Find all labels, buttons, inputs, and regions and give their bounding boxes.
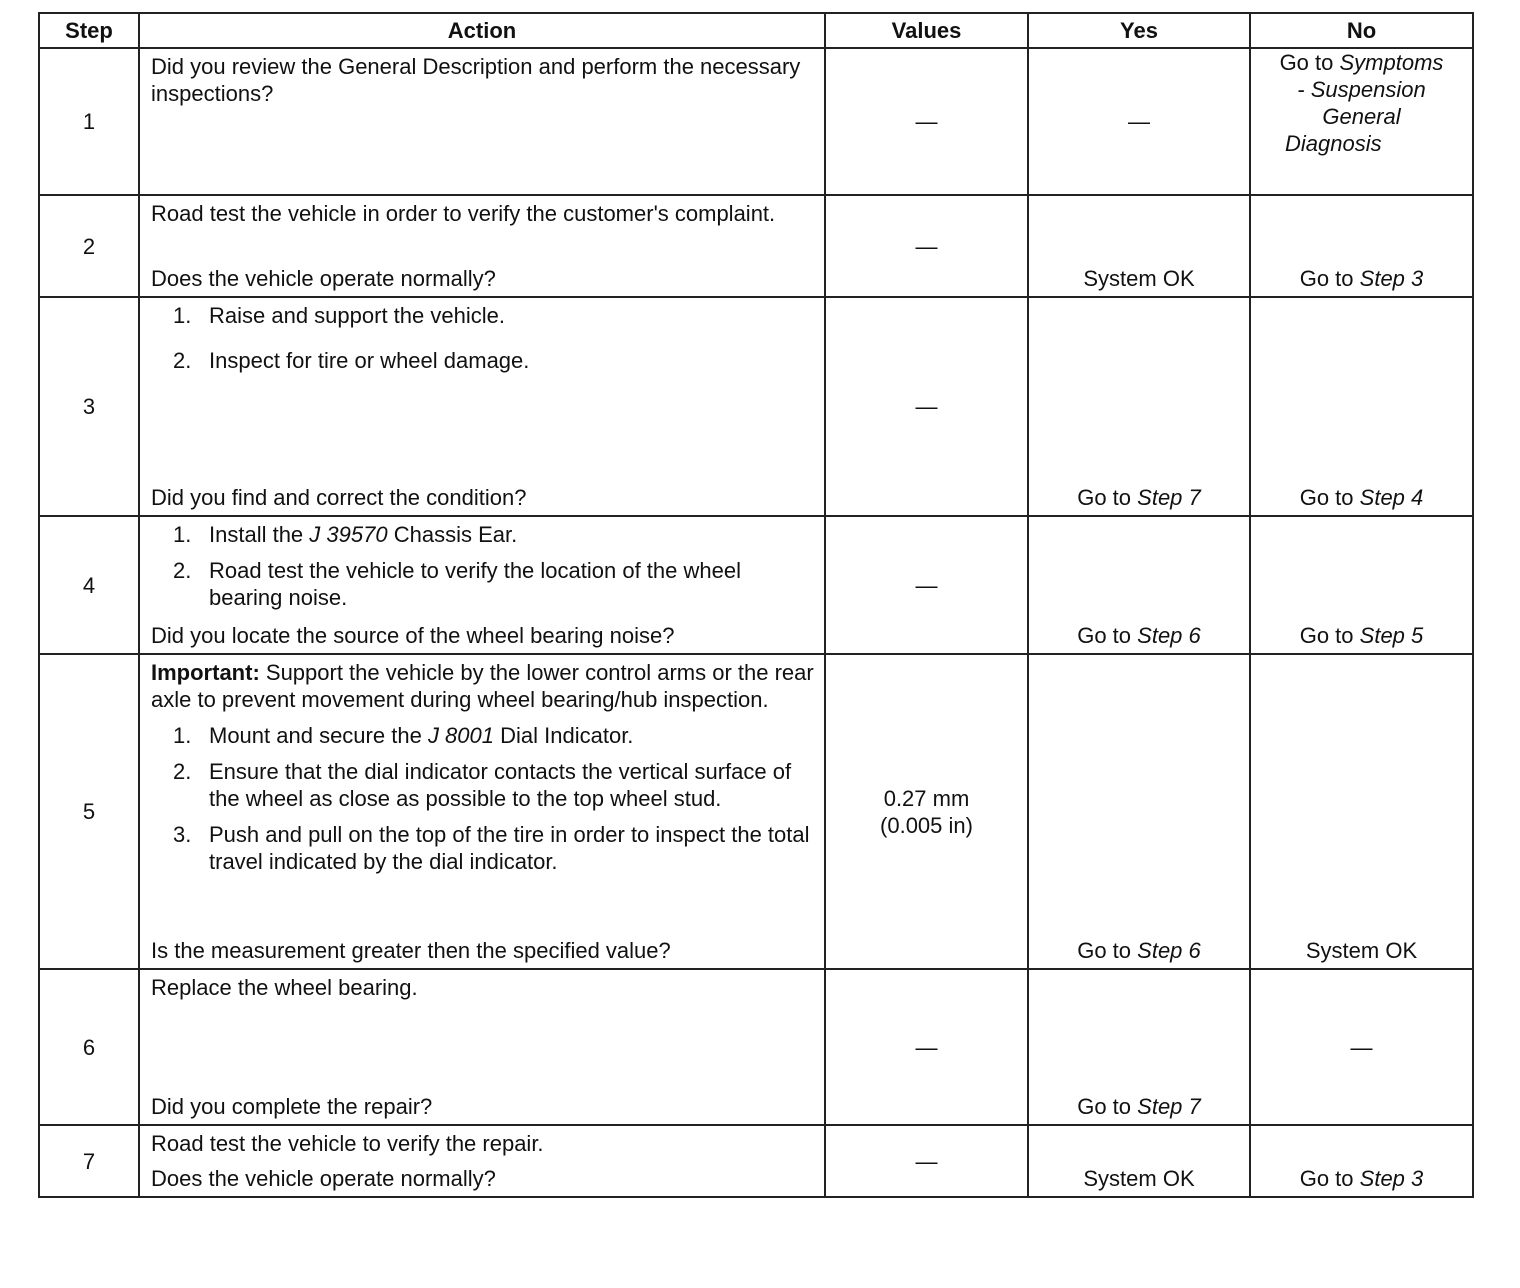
no-answer: System OK (1305, 938, 1418, 963)
action-question: Did you locate the source of the wheel bearing noise? (151, 623, 675, 648)
item-text: Mount and secure the (209, 723, 422, 748)
list-item (151, 557, 814, 611)
yes-cell (1028, 969, 1250, 1125)
value-imperial: (0.005 in) (880, 812, 973, 838)
no-reference-link[interactable]: Diagnosis (1285, 131, 1382, 156)
yes-cell (1028, 654, 1250, 969)
item-text: Install the (209, 522, 304, 547)
yes-reference-link[interactable]: Step 6 (1137, 938, 1201, 963)
value-metric: 0.27 mm (883, 785, 970, 811)
table-row (39, 1125, 1473, 1197)
action-list (151, 302, 814, 374)
diagnostic-table (38, 12, 1474, 1198)
header-values: Values (825, 13, 1028, 48)
no-reference-link[interactable]: Step 3 (1359, 266, 1424, 291)
item-number: 2. (173, 558, 192, 583)
no-answer (1251, 622, 1472, 649)
table-row (39, 654, 1473, 969)
item-number: 1. (173, 522, 192, 547)
values-cell: — (825, 1125, 1028, 1197)
no-cell (1250, 654, 1473, 969)
values-cell: — (825, 516, 1028, 654)
header-step: Step (39, 13, 139, 48)
no-prefix: Go to (1299, 623, 1354, 648)
yes-cell (1028, 48, 1250, 195)
yes-answer: System OK (1083, 266, 1195, 291)
item-text: Inspect for tire or wheel damage. (209, 348, 530, 373)
yes-answer (1029, 937, 1249, 964)
action-question: Did you complete the repair? (151, 1094, 433, 1119)
item-text: Raise and support the vehicle. (209, 303, 505, 328)
action-text: Replace the wheel bearing. (151, 975, 418, 1000)
tool-reference-link[interactable]: J 8001 (427, 723, 494, 748)
tool-reference-link[interactable]: J 39570 (309, 522, 388, 547)
no-cell (1250, 195, 1473, 297)
action-cell (139, 1125, 825, 1197)
important-note (151, 659, 814, 713)
no-cell (1250, 969, 1473, 1125)
action-cell (139, 297, 825, 516)
yes-cell (1028, 195, 1250, 297)
step-number: 4 (39, 516, 139, 654)
action-cell (139, 969, 825, 1125)
action-list (151, 722, 814, 875)
yes-cell (1028, 516, 1250, 654)
action-cell (139, 654, 825, 969)
no-prefix: Go to (1299, 1166, 1354, 1191)
no-dash: — (1350, 1034, 1373, 1060)
no-prefix: Go to (1299, 266, 1354, 291)
action-text: Road test the vehicle in order to verify the customer's complaint. (151, 201, 776, 226)
table-row (39, 297, 1473, 516)
no-cell (1250, 516, 1473, 654)
item-number: 1. (173, 723, 192, 748)
yes-reference-link[interactable]: Step 7 (1137, 1094, 1201, 1119)
no-reference-link[interactable]: Step 3 (1359, 1166, 1424, 1191)
item-text: Push and pull on the top of the tire in order to inspect the total travel indicated by the dial indicator. (209, 822, 810, 874)
item-number: 1. (173, 303, 192, 328)
yes-answer (1029, 1093, 1249, 1120)
action-cell (139, 195, 825, 297)
list-item (151, 521, 814, 548)
list-item (151, 758, 814, 812)
item-text: Ensure that the dial indicator contacts the vertical surface of the wheel as close as possible to the top wheel stud. (209, 759, 792, 811)
action-question: Does the vehicle operate normally? (151, 266, 496, 291)
no-prefix: Go to (1299, 485, 1354, 510)
item-text: Road test the vehicle to verify the location of the wheel bearing noise. (209, 558, 741, 610)
step-number: 5 (39, 654, 139, 969)
yes-reference-link[interactable]: Step 7 (1137, 485, 1201, 510)
header-row (39, 13, 1473, 48)
header-no: No (1250, 13, 1473, 48)
table-row (39, 969, 1473, 1125)
step-number: 6 (39, 969, 139, 1125)
no-cell (1250, 1125, 1473, 1197)
no-reference-link[interactable]: Step 4 (1359, 485, 1424, 510)
step-number: 7 (39, 1125, 139, 1197)
action-text: Road test the vehicle to verify the repair. (151, 1131, 544, 1156)
step-number: 1 (39, 48, 139, 195)
values-cell: — (825, 48, 1028, 195)
table-row (39, 195, 1473, 297)
yes-cell (1028, 297, 1250, 516)
yes-cell (1028, 1125, 1250, 1197)
no-answer (1251, 1165, 1472, 1192)
header-yes: Yes (1028, 13, 1250, 48)
item-number: 2. (173, 348, 192, 373)
list-item (151, 821, 814, 875)
no-answer (1251, 265, 1472, 292)
no-cell (1250, 48, 1473, 195)
no-reference-link[interactable]: General (1322, 104, 1401, 129)
action-cell (139, 516, 825, 654)
list-item (151, 347, 814, 374)
item-number: 2. (173, 759, 192, 784)
action-question: Does the vehicle operate normally? (151, 1166, 496, 1191)
yes-answer (1029, 484, 1249, 511)
item-text: Dial Indicator. (500, 723, 634, 748)
values-cell: — (825, 195, 1028, 297)
step-number: 2 (39, 195, 139, 297)
values-cell: — (825, 969, 1028, 1125)
yes-dash: — (1128, 109, 1150, 134)
no-reference-link[interactable]: Symptoms (1339, 50, 1444, 75)
action-list (151, 521, 814, 611)
table-row (39, 516, 1473, 654)
no-answer (1251, 484, 1472, 511)
no-prefix: Go to (1279, 50, 1334, 75)
yes-prefix: Go to (1077, 1094, 1132, 1119)
list-item (151, 302, 814, 329)
yes-reference-link[interactable]: Step 6 (1137, 623, 1201, 648)
item-text: Chassis Ear. (393, 522, 518, 547)
no-cell (1250, 297, 1473, 516)
action-cell (139, 48, 825, 195)
important-label: Important: (151, 660, 260, 685)
action-question: Is the measurement greater then the specified value? (151, 938, 671, 963)
item-number: 3. (173, 822, 192, 847)
no-reference-link[interactable]: Step 5 (1359, 623, 1424, 648)
values-cell (825, 654, 1028, 969)
important-text: Support the vehicle by the lower control arms or the rear axle to prevent movement during wheel bearing/hub inspection. (151, 660, 814, 712)
yes-prefix: Go to (1077, 623, 1132, 648)
header-action: Action (139, 13, 825, 48)
no-reference-link[interactable]: - Suspension (1297, 77, 1426, 102)
yes-prefix: Go to (1077, 485, 1132, 510)
yes-prefix: Go to (1077, 938, 1132, 963)
table-row (39, 48, 1473, 195)
step-number: 3 (39, 297, 139, 516)
yes-answer (1029, 622, 1249, 649)
values-cell: — (825, 297, 1028, 516)
action-text: Did you review the General Description and perform the necessary inspections? (151, 54, 801, 106)
list-item (151, 722, 814, 749)
action-question: Did you find and correct the condition? (151, 485, 527, 510)
yes-answer: System OK (1083, 1166, 1195, 1191)
